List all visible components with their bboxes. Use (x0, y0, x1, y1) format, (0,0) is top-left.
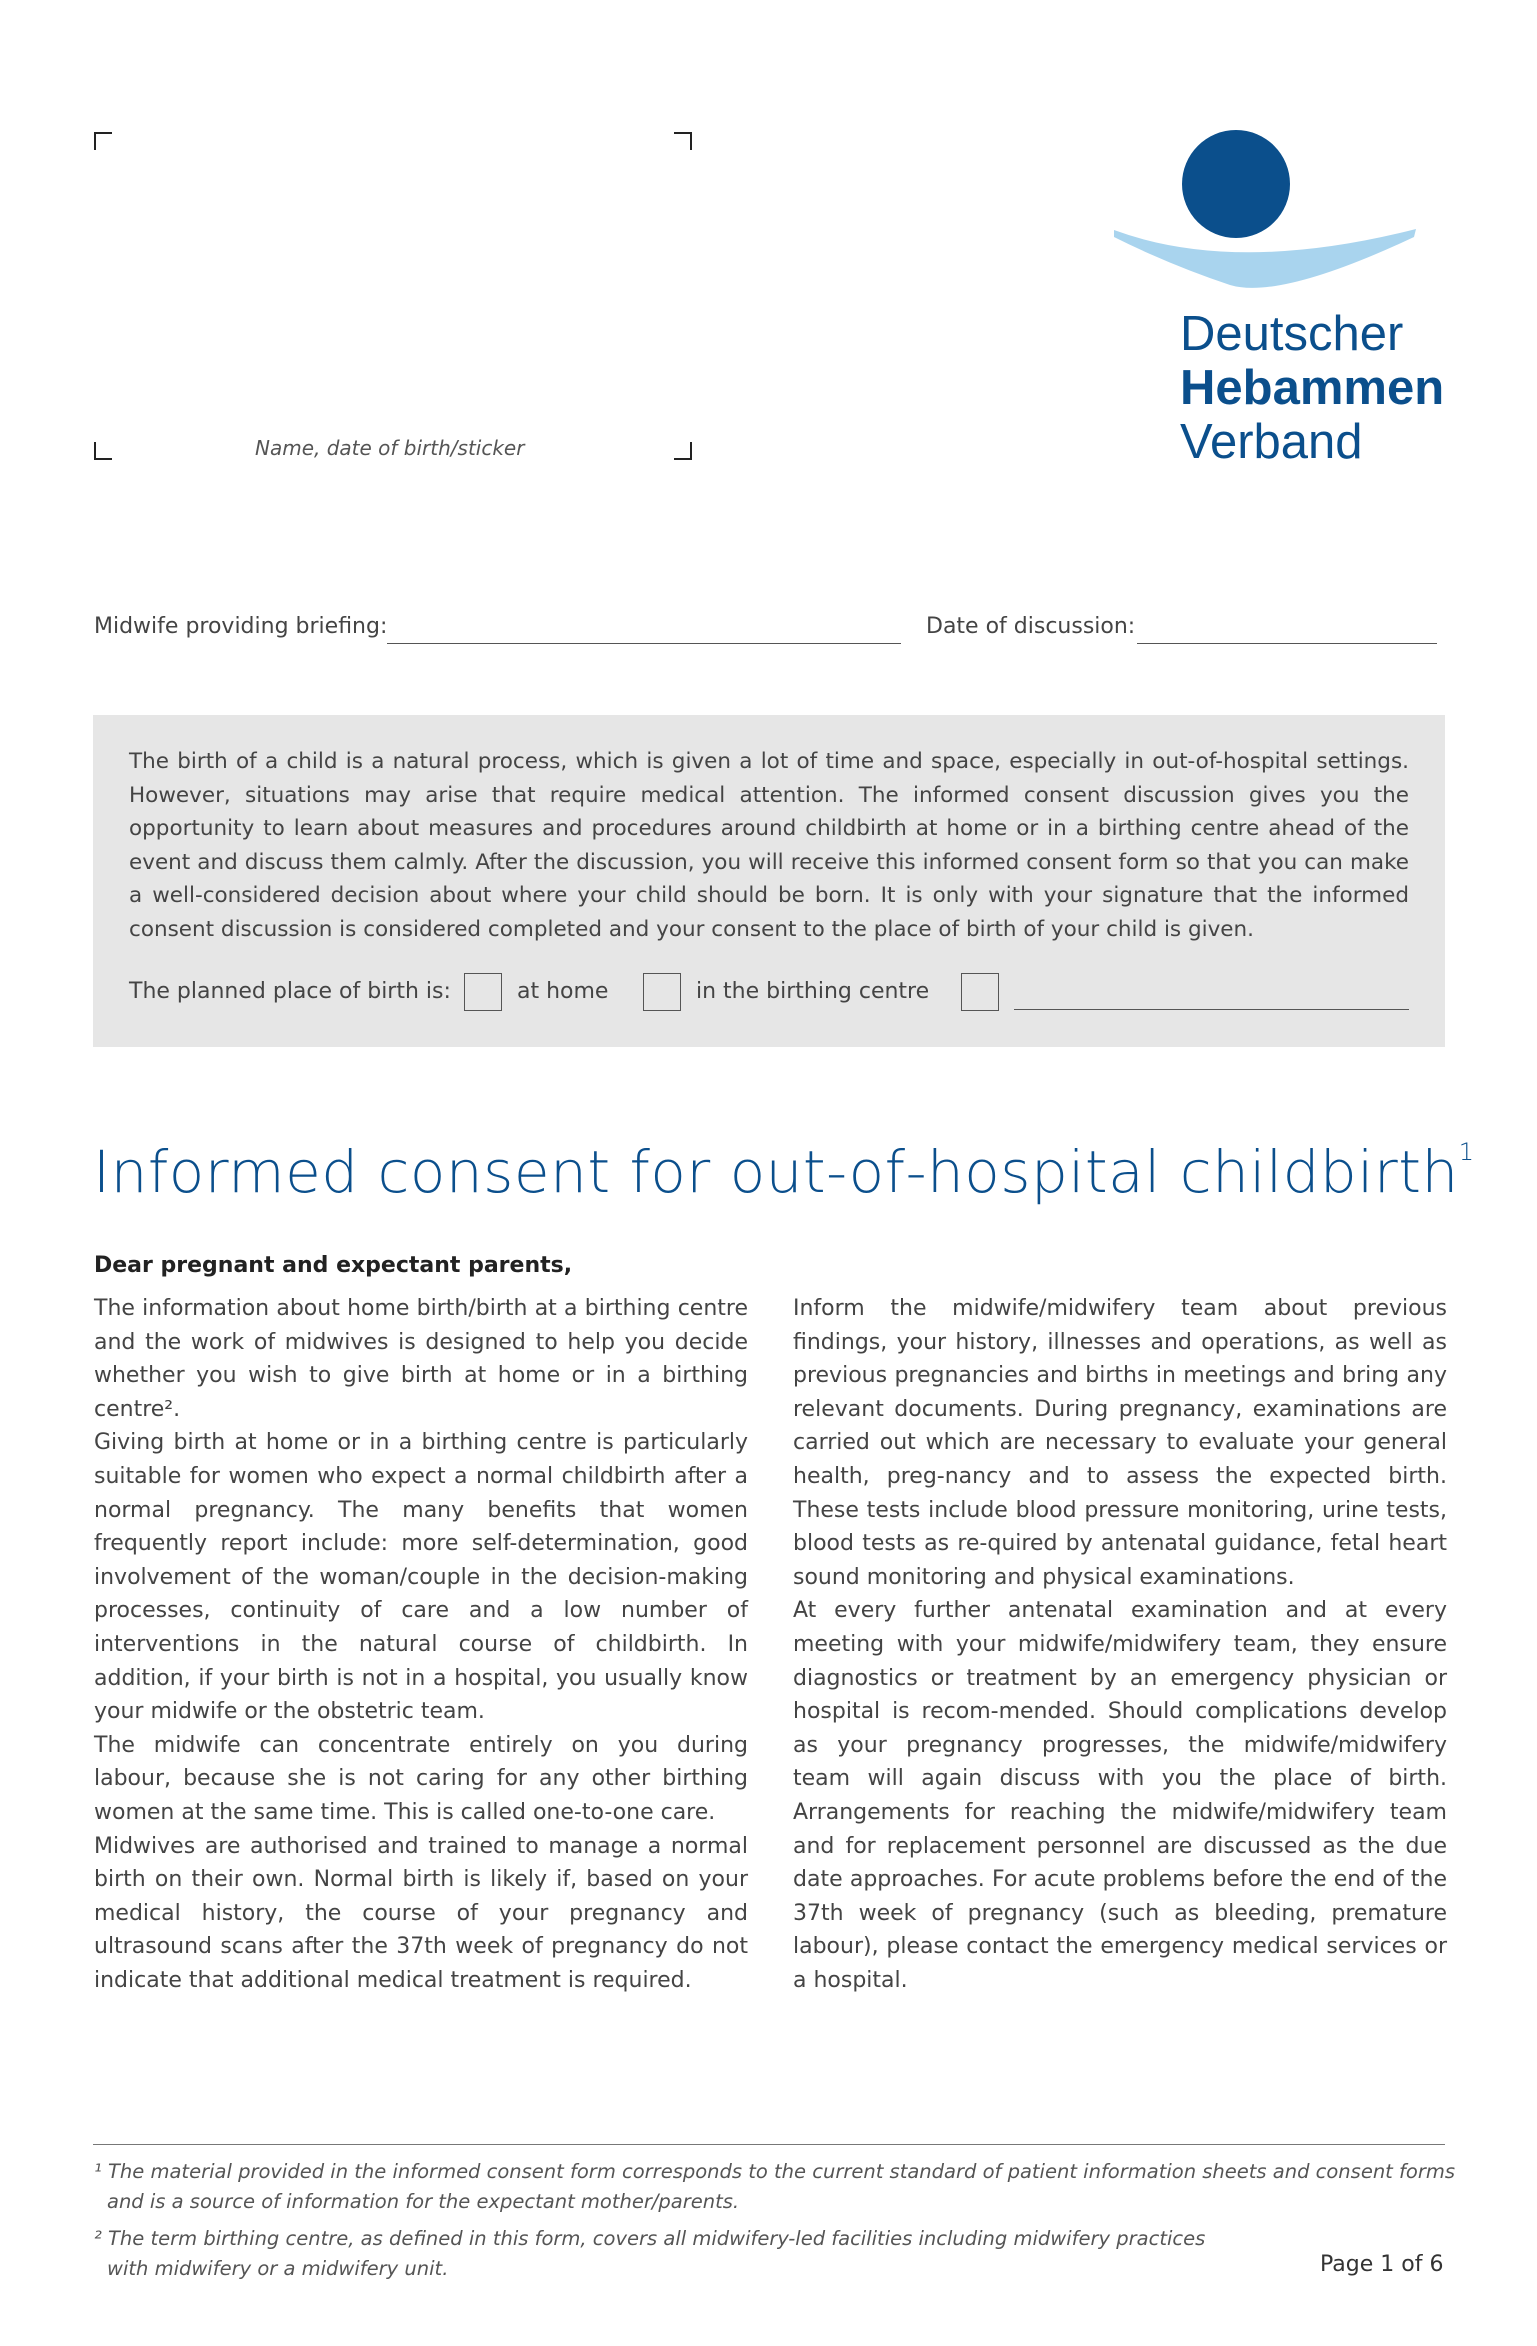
checkbox-birthing-centre[interactable] (643, 973, 681, 1011)
dhv-logo (1110, 125, 1450, 475)
crop-mark-bottom-right (674, 442, 692, 460)
planned-place-label: The planned place of birth is: (129, 979, 451, 1004)
salutation: Dear pregnant and expectant parents, (94, 1253, 573, 1278)
crop-mark-top-left (94, 132, 112, 150)
date-field[interactable] (1137, 643, 1437, 644)
right-paragraph: At every further antenatal examination and at every meeting with your midwife/midwifery team, they ensure diagnostics or treatment by an emergency physician or hospital is recom-mended. Should complications develop as your pregnancy progresses, the midwife/midwifery team will again discuss with you the place of birth. Arrangements for reaching the midwife/midwifery team and for replacement personnel are discussed as the due date approaches. For acute problems before the end of the 37th week of pregnancy (such as bleeding, premature labour), please contact the emergency medical services or a hospital. (793, 1598, 1447, 1993)
midwife-field[interactable] (387, 643, 901, 644)
footnote-1-line-1: ¹ The material provided in the informed consent form corresponds to the current standard of patient information sheets and consent forms (94, 2160, 1455, 2183)
crop-mark-top-right (674, 132, 692, 150)
title-footnote-ref: 1 (1458, 1137, 1475, 1166)
intro-text: The birth of a child is a natural process, which is given a lot of time and space, especially in out-of-hospital settings. However, situations may arise that require medical attention. The informed consent discussion gives you the opportunity to learn about measures and procedures around childbirth at home or in a birthing centre ahead of the event and discuss them calmly. After the discussion, you will receive this informed consent form so that you can make a well-considered decision about where your child should be born. It is only with your signature that the informed consent discussion is considered completed and your consent to the place of birth of your child is given. (129, 749, 1409, 942)
logo-line-hebammen: Hebammen (1180, 361, 1445, 415)
checkbox-other[interactable] (961, 973, 999, 1011)
left-paragraph: Giving birth at home or in a birthing centre is particularly suitable for women who expect a normal childbirth after a normal pregnancy. The many benefits that women frequently report include: more self-determination, good involvement of the woman/couple in the decision-making processes, continuity of care and a low number of interventions in the natural course of childbirth. In addition, if your birth is not in a hospital, you usually know your midwife or the obstetric team. (94, 1430, 748, 1725)
page-number: Page 1 of 6 (1320, 2252, 1444, 2277)
logo-mark-icon (1110, 125, 1450, 295)
right-column (793, 1292, 1447, 1997)
logo-line-verband: Verband (1180, 415, 1363, 469)
footnote-divider (93, 2144, 1445, 2145)
sticker-caption: Name, date of birth/sticker (255, 436, 525, 460)
option-at-home-label: at home (517, 979, 609, 1004)
date-label: Date of discussion: (926, 614, 1136, 639)
checkbox-at-home[interactable] (464, 973, 502, 1011)
intro-box (93, 715, 1445, 1047)
page-title: Informed consent for out-of-hospital childbirth$^1$ (93, 1137, 1475, 1206)
footnote-1-line-2: and is a source of information for the expectant mother/parents. (107, 2190, 740, 2213)
midwife-label: Midwife providing briefing: (94, 614, 388, 639)
crop-mark-bottom-left (94, 442, 112, 460)
logo-line-deutscher: Deutscher (1180, 307, 1404, 361)
footnote-2-line-2: with midwifery or a midwifery unit. (107, 2257, 449, 2280)
option-birthing-centre-label: in the birthing centre (696, 979, 930, 1004)
left-column (94, 1292, 748, 1997)
left-paragraph: The information about home birth/birth at a birthing centre and the work of midwives is designed to help you decide whether you wish to give birth at home or in a birthing centre². (94, 1296, 748, 1422)
left-paragraph: Midwives are authorised and trained to manage a normal birth on their own. Normal birth is likely if, based on your medical history, the course of your pregnancy and ultrasound scans after the 37th week of pregnancy do not indicate that additional medical treatment is required. (94, 1833, 748, 1993)
other-place-field[interactable] (1014, 1009, 1409, 1010)
planned-place-row (129, 973, 1409, 1013)
left-paragraph: The midwife can concentrate entirely on you during labour, because she is not caring for any other birthing women at the same time. This is called one-to-one care. (94, 1732, 748, 1825)
footnote-2-line-1: ² The term birthing centre, as defined in this form, covers all midwifery-led facilities including midwifery practices (94, 2227, 1206, 2250)
right-paragraph: Inform the midwife/midwifery team about previous findings, your history, illnesses and operations, as well as previous pregnancies and births in meetings and bring any relevant documents. During pregnancy, examinations are carried out which are necessary to evaluate your general health, preg-nancy and to assess the expected birth. These tests include blood pressure monitoring, urine tests, blood tests as re-quired by antenatal guidance, fetal heart sound monitoring and physical examinations. (793, 1296, 1447, 1590)
